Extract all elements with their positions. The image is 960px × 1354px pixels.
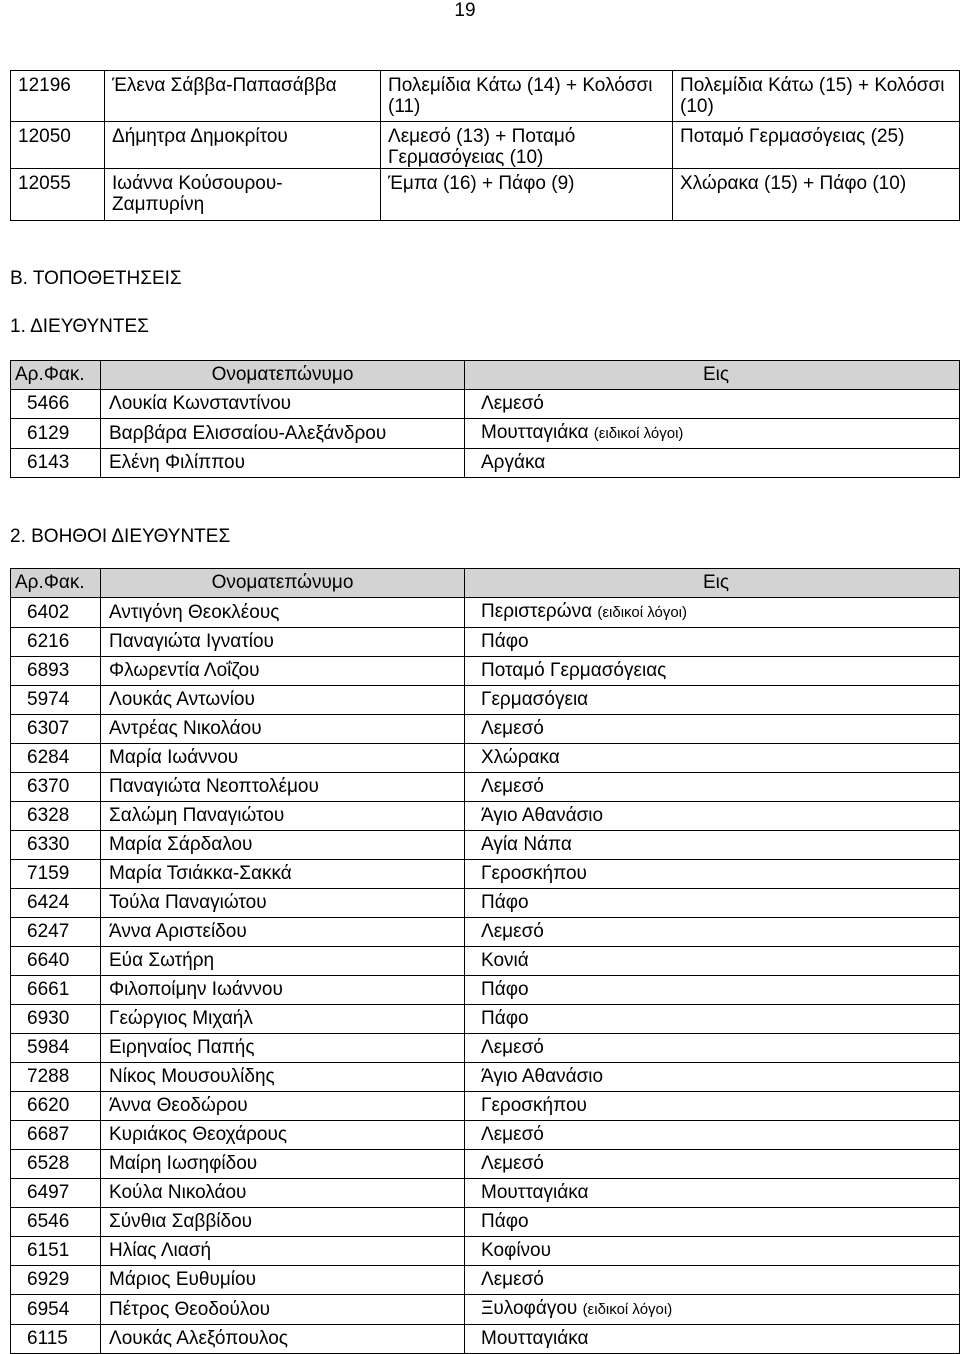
table-row [11,686,960,715]
file-number: 6424 [11,889,101,918]
destination [465,831,960,860]
file-number: 5974 [11,686,101,715]
destination-name: Μουτταγιάκα [481,1328,589,1349]
table-row [11,1092,960,1121]
destination-name: Άγιο Αθανάσιο [481,805,604,826]
destination [465,802,960,831]
table-row [11,1295,960,1325]
full-name: Μαρία Ιωάννου [101,744,465,773]
full-name: Δήμητρα Δημοκρίτου [105,122,381,169]
destination-name: Αργάκα [481,452,546,473]
destination [465,419,960,449]
file-number: 6687 [11,1121,101,1150]
table-row [11,1266,960,1295]
placement-option-2: Χλώρακα (15) + Πάφο (10) [673,169,960,221]
destination [465,1266,960,1295]
table-row [11,1121,960,1150]
destination-name: Λεμεσό [481,1153,544,1174]
placement-option-2: Πολεμίδια Κάτω (15) + Κολόσσι (10) [673,71,960,122]
destination-name: Ξυλοφάγου [481,1298,578,1319]
file-number: 6307 [11,715,101,744]
full-name: Κούλα Νικολάου [101,1179,465,1208]
file-number: 12050 [11,122,105,169]
full-name: Έλενα Σάββα-Παπασάββα [105,71,381,122]
table-row [11,831,960,860]
file-number: 7159 [11,860,101,889]
table-row [11,1005,960,1034]
file-number: 6546 [11,1208,101,1237]
full-name: Ηλίας Λιασή [101,1237,465,1266]
table-row [11,773,960,802]
destination [465,598,960,628]
destination [465,918,960,947]
table-row [11,1034,960,1063]
destination-note: (ειδικοί λόγοι) [582,1301,673,1318]
table-row [11,598,960,628]
full-name: Μαρία Τσιάκκα-Σακκά [101,860,465,889]
full-name: Μαίρη Ιωσηφίδου [101,1150,465,1179]
destination [465,889,960,918]
table-header-row [11,361,960,390]
placement-option-1: Λεμεσό (13) + Ποταμό Γερμασόγειας (10) [381,122,673,169]
full-name: Παναγιώτα Ιγνατίου [101,628,465,657]
destination-name: Λεμεσό [481,1037,544,1058]
full-name: Σαλώμη Παναγιώτου [101,802,465,831]
assistant-directors-table [10,568,960,1354]
page-number: 19 [454,0,476,21]
destination-name: Λεμεσό [481,393,544,414]
destination [465,715,960,744]
placement-option-2: Ποταμό Γερμασόγειας (25) [673,122,960,169]
destination [465,1063,960,1092]
destination-name: Χλώρακα [481,747,560,768]
file-number: 6893 [11,657,101,686]
destination-name: Γεροσκήπου [481,863,587,884]
table-row [11,802,960,831]
file-number: 6661 [11,976,101,1005]
destination [465,1179,960,1208]
destination-name: Πάφο [481,631,529,652]
section-b-title: Β. ΤΟΠΟΘΕΤΗΣΕΙΣ [10,268,182,289]
destination-note: (ειδικοί λόγοι) [593,425,684,442]
full-name: Βαρβάρα Ελισσαίου-Αλεξάνδρου [101,419,465,449]
file-number: 6640 [11,947,101,976]
placement-option-1: Έμπα (16) + Πάφο (9) [381,169,673,221]
full-name: Λουκάς Αντωνίου [101,686,465,715]
destination [465,390,960,419]
destination-name: Περιστερώνα [481,601,593,622]
full-name: Φλωρεντία Λοΐζου [101,657,465,686]
table-row [11,1208,960,1237]
destination-name: Πάφο [481,1211,529,1232]
destination-name: Γερμασόγεια [481,689,589,710]
file-number: 6247 [11,918,101,947]
table-row [11,628,960,657]
full-name: Ελένη Φιλίππου [101,449,465,478]
destination [465,1237,960,1266]
destination-name: Λεμεσό [481,776,544,797]
full-name: Άννα Θεοδώρου [101,1092,465,1121]
table-row [11,449,960,478]
full-name: Ειρηναίος Παπής [101,1034,465,1063]
destination-name: Λεμεσό [481,1269,544,1290]
table-header-row [11,569,960,598]
destination-name: Αγία Νάπα [481,834,572,855]
destination-name: Μουτταγιάκα [481,1182,589,1203]
table-row [11,860,960,889]
placement-option-1: Πολεμίδια Κάτω (14) + Κολόσσι (11) [381,71,673,122]
destination [465,947,960,976]
destination [465,773,960,802]
file-number: 6528 [11,1150,101,1179]
table-row [11,419,960,449]
destination-name: Γεροσκήπου [481,1095,587,1116]
destination [465,1150,960,1179]
table-row [11,889,960,918]
destination-name: Λεμεσό [481,718,544,739]
full-name: Φιλοποίμην Ιωάννου [101,976,465,1005]
destination [465,1034,960,1063]
file-number: 6929 [11,1266,101,1295]
directors-title: 1. ΔΙΕΥΘΥΝΤΕΣ [10,316,149,337]
destination [465,1325,960,1354]
destination [465,657,960,686]
table-row [11,122,960,169]
file-number: 6129 [11,419,101,449]
file-number: 6620 [11,1092,101,1121]
table-row [11,1179,960,1208]
destination-name: Πάφο [481,979,529,1000]
transfer-table [10,70,960,221]
full-name: Ιωάννα Κούσουρου-Ζαμπυρίνη [105,169,381,221]
full-name: Γεώργιος Μιχαήλ [101,1005,465,1034]
destination [465,744,960,773]
file-number: 6151 [11,1237,101,1266]
table-row [11,390,960,419]
full-name: Λουκάς Αλεξόπουλος [101,1325,465,1354]
destination-name: Λεμεσό [481,921,544,942]
full-name: Λουκία Κωνσταντίνου [101,390,465,419]
file-number: 5466 [11,390,101,419]
destination-name: Λεμεσό [481,1124,544,1145]
destination-name: Πάφο [481,1008,529,1029]
full-name: Άννα Αριστείδου [101,918,465,947]
table-row [11,1237,960,1266]
file-number: 6216 [11,628,101,657]
full-name: Τούλα Παναγιώτου [101,889,465,918]
destination [465,1092,960,1121]
header-full-name: Ονοματεπώνυμο [101,569,465,598]
table-row [11,947,960,976]
destination-name: Κονιά [481,950,529,971]
full-name: Νίκος Μουσουλίδης [101,1063,465,1092]
file-number: 12055 [11,169,105,221]
full-name: Κυριάκος Θεοχάρους [101,1121,465,1150]
full-name: Πέτρος Θεοδούλου [101,1295,465,1325]
file-number: 7288 [11,1063,101,1092]
destination-name: Άγιο Αθανάσιο [481,1066,604,1087]
full-name: Αντρέας Νικολάου [101,715,465,744]
file-number: 6115 [11,1325,101,1354]
table-row [11,715,960,744]
full-name: Αντιγόνη Θεοκλέους [101,598,465,628]
header-file-number: Αρ.Φακ. [11,361,101,390]
file-number: 6930 [11,1005,101,1034]
destination [465,1121,960,1150]
table-row [11,976,960,1005]
destination [465,1208,960,1237]
destination [465,686,960,715]
file-number: 6402 [11,598,101,628]
destination-name: Πάφο [481,892,529,913]
header-full-name: Ονοματεπώνυμο [101,361,465,390]
file-number: 6370 [11,773,101,802]
table-row [11,71,960,122]
destination [465,628,960,657]
table-row [11,657,960,686]
header-destination: Εις [465,569,960,598]
file-number: 6328 [11,802,101,831]
destination [465,860,960,889]
destination-name: Μουτταγιάκα [481,422,589,443]
full-name: Σύνθια Σαββίδου [101,1208,465,1237]
table-row [11,1063,960,1092]
destination-name: Κοφίνου [481,1240,552,1261]
full-name: Εύα Σωτήρη [101,947,465,976]
full-name: Μάριος Ευθυμίου [101,1266,465,1295]
full-name: Παναγιώτα Νεοπτολέμου [101,773,465,802]
file-number: 6954 [11,1295,101,1325]
file-number: 12196 [11,71,105,122]
file-number: 6284 [11,744,101,773]
file-number: 5984 [11,1034,101,1063]
full-name: Μαρία Σάρδαλου [101,831,465,860]
table-row [11,1150,960,1179]
table-row [11,918,960,947]
destination [465,1005,960,1034]
table-row [11,1325,960,1354]
assistant-directors-title: 2. ΒΟΗΘΟΙ ΔΙΕΥΘΥΝΤΕΣ [10,526,231,547]
table-row [11,169,960,221]
directors-table [10,360,960,478]
file-number: 6330 [11,831,101,860]
destination-note: (ειδικοί λόγοι) [597,604,687,621]
destination [465,976,960,1005]
table-row [11,744,960,773]
destination [465,1295,960,1325]
header-destination: Εις [465,361,960,390]
file-number: 6143 [11,449,101,478]
destination [465,449,960,478]
destination-name: Ποταμό Γερμασόγειας [481,660,667,681]
file-number: 6497 [11,1179,101,1208]
header-file-number: Αρ.Φακ. [11,569,101,598]
